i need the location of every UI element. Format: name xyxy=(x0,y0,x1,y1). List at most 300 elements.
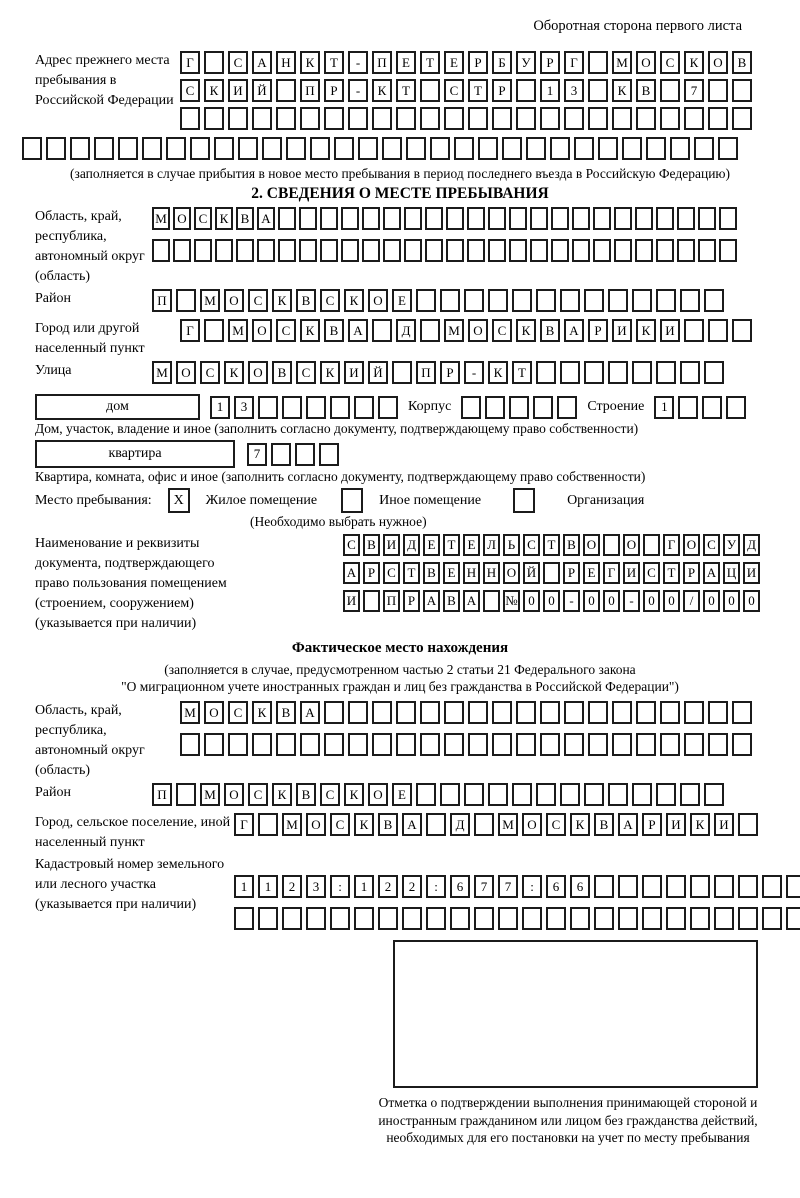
char-cell[interactable] xyxy=(608,361,628,384)
char-cell[interactable] xyxy=(396,733,416,756)
char-cell[interactable]: С xyxy=(200,361,220,384)
char-cell[interactable] xyxy=(509,207,527,230)
char-cell[interactable]: П xyxy=(372,51,392,74)
char-cell[interactable] xyxy=(382,137,402,160)
char-cell[interactable] xyxy=(530,207,548,230)
char-cell[interactable]: В xyxy=(272,361,292,384)
char-cell[interactable] xyxy=(660,79,680,102)
char-cell[interactable] xyxy=(588,701,608,724)
char-cell[interactable]: К xyxy=(320,361,340,384)
char-cell[interactable] xyxy=(310,137,330,160)
char-cell[interactable] xyxy=(372,319,392,342)
char-cell[interactable]: С xyxy=(444,79,464,102)
char-cell[interactable] xyxy=(678,396,698,419)
char-cell[interactable] xyxy=(300,733,320,756)
char-cell[interactable]: 6 xyxy=(570,875,590,898)
char-cell[interactable]: А xyxy=(402,813,422,836)
char-cell[interactable]: П xyxy=(152,783,172,806)
char-cell[interactable] xyxy=(488,207,506,230)
char-cell[interactable] xyxy=(546,907,566,930)
char-cell[interactable] xyxy=(454,137,474,160)
char-cell[interactable]: 1 xyxy=(210,396,230,419)
char-cell[interactable]: Р xyxy=(563,562,580,584)
char-cell[interactable]: К xyxy=(516,319,536,342)
char-cell[interactable] xyxy=(690,875,710,898)
char-cell[interactable]: С xyxy=(180,79,200,102)
char-cell[interactable] xyxy=(677,207,695,230)
char-cell[interactable] xyxy=(204,107,224,130)
char-cell[interactable] xyxy=(708,733,728,756)
char-cell[interactable]: Г xyxy=(603,562,620,584)
char-cell[interactable]: - xyxy=(348,51,368,74)
char-cell[interactable]: Е xyxy=(396,51,416,74)
char-cell[interactable]: С xyxy=(330,813,350,836)
char-cell[interactable]: В xyxy=(563,534,580,556)
char-cell[interactable]: К xyxy=(300,319,320,342)
char-cell[interactable]: К xyxy=(372,79,392,102)
char-cell[interactable] xyxy=(622,137,642,160)
char-cell[interactable] xyxy=(608,289,628,312)
char-cell[interactable] xyxy=(608,783,628,806)
char-cell[interactable]: Е xyxy=(444,51,464,74)
char-cell[interactable] xyxy=(152,239,170,262)
char-cell[interactable] xyxy=(404,239,422,262)
char-cell[interactable]: Н xyxy=(276,51,296,74)
char-cell[interactable]: В xyxy=(423,562,440,584)
char-cell[interactable] xyxy=(512,783,532,806)
char-cell[interactable]: И xyxy=(623,562,640,584)
char-cell[interactable] xyxy=(786,875,800,898)
char-cell[interactable]: М xyxy=(200,289,220,312)
char-cell[interactable]: О xyxy=(636,51,656,74)
char-cell[interactable]: М xyxy=(282,813,302,836)
char-cell[interactable] xyxy=(560,783,580,806)
char-cell[interactable]: Т xyxy=(663,562,680,584)
char-cell[interactable]: Д xyxy=(403,534,420,556)
char-cell[interactable] xyxy=(540,733,560,756)
char-cell[interactable] xyxy=(618,875,638,898)
char-cell[interactable] xyxy=(467,239,485,262)
char-cell[interactable]: П xyxy=(152,289,172,312)
char-cell[interactable] xyxy=(204,733,224,756)
char-cell[interactable] xyxy=(762,875,782,898)
char-cell[interactable]: 0 xyxy=(703,590,720,612)
char-cell[interactable]: И xyxy=(383,534,400,556)
char-cell[interactable]: 0 xyxy=(743,590,760,612)
char-cell[interactable]: У xyxy=(723,534,740,556)
char-cell[interactable] xyxy=(738,813,758,836)
char-cell[interactable] xyxy=(708,701,728,724)
char-cell[interactable] xyxy=(560,361,580,384)
char-cell[interactable] xyxy=(468,107,488,130)
char-cell[interactable]: Й xyxy=(368,361,388,384)
char-cell[interactable] xyxy=(180,107,200,130)
char-cell[interactable]: М xyxy=(152,361,172,384)
char-cell[interactable] xyxy=(330,396,350,419)
char-cell[interactable] xyxy=(593,239,611,262)
char-cell[interactable]: О xyxy=(583,534,600,556)
char-cell[interactable]: О xyxy=(306,813,326,836)
char-cell[interactable] xyxy=(425,207,443,230)
char-cell[interactable] xyxy=(732,733,752,756)
char-cell[interactable]: С xyxy=(228,51,248,74)
char-cell[interactable]: С xyxy=(320,289,340,312)
char-cell[interactable] xyxy=(372,733,392,756)
char-cell[interactable]: В xyxy=(443,590,460,612)
char-cell[interactable]: Р xyxy=(363,562,380,584)
char-cell[interactable] xyxy=(738,907,758,930)
char-cell[interactable]: И xyxy=(714,813,734,836)
char-cell[interactable]: М xyxy=(498,813,518,836)
char-cell[interactable]: Р xyxy=(324,79,344,102)
char-cell[interactable]: М xyxy=(444,319,464,342)
char-cell[interactable] xyxy=(708,319,728,342)
char-cell[interactable] xyxy=(666,875,686,898)
char-cell[interactable]: К xyxy=(690,813,710,836)
char-cell[interactable]: П xyxy=(416,361,436,384)
char-cell[interactable] xyxy=(564,107,584,130)
char-cell[interactable]: Р xyxy=(683,562,700,584)
char-cell[interactable] xyxy=(252,107,272,130)
char-cell[interactable] xyxy=(564,701,584,724)
char-cell[interactable]: И xyxy=(666,813,686,836)
char-cell[interactable] xyxy=(526,137,546,160)
char-cell[interactable] xyxy=(516,79,536,102)
char-cell[interactable] xyxy=(252,733,272,756)
char-cell[interactable] xyxy=(656,783,676,806)
char-cell[interactable]: 1 xyxy=(354,875,374,898)
char-cell[interactable] xyxy=(588,733,608,756)
char-cell[interactable]: - xyxy=(623,590,640,612)
char-cell[interactable]: Р xyxy=(440,361,460,384)
char-cell[interactable]: 3 xyxy=(564,79,584,102)
char-cell[interactable] xyxy=(719,207,737,230)
char-cell[interactable] xyxy=(516,701,536,724)
char-cell[interactable]: С xyxy=(320,783,340,806)
char-cell[interactable]: К xyxy=(612,79,632,102)
char-cell[interactable] xyxy=(46,137,66,160)
char-cell[interactable]: О xyxy=(248,361,268,384)
char-cell[interactable] xyxy=(444,733,464,756)
char-cell[interactable] xyxy=(516,733,536,756)
char-cell[interactable] xyxy=(234,907,254,930)
char-cell[interactable]: Р xyxy=(468,51,488,74)
char-cell[interactable] xyxy=(430,137,450,160)
char-cell[interactable] xyxy=(708,107,728,130)
char-cell[interactable] xyxy=(258,396,278,419)
stay-type-checkbox-org[interactable] xyxy=(513,488,535,513)
char-cell[interactable] xyxy=(684,701,704,724)
char-cell[interactable] xyxy=(236,239,254,262)
char-cell[interactable] xyxy=(732,107,752,130)
char-cell[interactable]: Т xyxy=(324,51,344,74)
char-cell[interactable] xyxy=(572,207,590,230)
char-cell[interactable] xyxy=(467,207,485,230)
char-cell[interactable] xyxy=(204,319,224,342)
char-cell[interactable] xyxy=(468,733,488,756)
char-cell[interactable] xyxy=(704,289,724,312)
char-cell[interactable]: Д xyxy=(450,813,470,836)
char-cell[interactable] xyxy=(348,701,368,724)
char-cell[interactable] xyxy=(612,701,632,724)
char-cell[interactable]: 0 xyxy=(643,590,660,612)
char-cell[interactable]: В xyxy=(363,534,380,556)
char-cell[interactable]: С xyxy=(546,813,566,836)
char-cell[interactable] xyxy=(636,701,656,724)
char-cell[interactable]: К xyxy=(252,701,272,724)
char-cell[interactable] xyxy=(643,534,660,556)
char-cell[interactable] xyxy=(656,289,676,312)
char-cell[interactable]: В xyxy=(324,319,344,342)
char-cell[interactable]: Л xyxy=(483,534,500,556)
char-cell[interactable]: О xyxy=(368,783,388,806)
char-cell[interactable]: В xyxy=(732,51,752,74)
char-cell[interactable]: М xyxy=(200,783,220,806)
char-cell[interactable] xyxy=(362,239,380,262)
char-cell[interactable] xyxy=(278,207,296,230)
char-cell[interactable]: 0 xyxy=(523,590,540,612)
char-cell[interactable]: В xyxy=(378,813,398,836)
char-cell[interactable]: - xyxy=(348,79,368,102)
char-cell[interactable] xyxy=(560,289,580,312)
char-cell[interactable]: 0 xyxy=(603,590,620,612)
char-cell[interactable]: К xyxy=(684,51,704,74)
char-cell[interactable]: Г xyxy=(180,319,200,342)
char-cell[interactable] xyxy=(594,875,614,898)
char-cell[interactable] xyxy=(176,783,196,806)
char-cell[interactable] xyxy=(204,51,224,74)
char-cell[interactable] xyxy=(492,107,512,130)
char-cell[interactable] xyxy=(732,701,752,724)
char-cell[interactable]: К xyxy=(272,783,292,806)
stay-type-checkbox-inoe[interactable] xyxy=(341,488,363,513)
char-cell[interactable]: 1 xyxy=(258,875,278,898)
char-cell[interactable] xyxy=(420,319,440,342)
char-cell[interactable]: 7 xyxy=(498,875,518,898)
char-cell[interactable] xyxy=(319,443,339,466)
char-cell[interactable] xyxy=(461,396,481,419)
char-cell[interactable] xyxy=(348,733,368,756)
char-cell[interactable]: 7 xyxy=(474,875,494,898)
char-cell[interactable] xyxy=(238,137,258,160)
char-cell[interactable] xyxy=(632,361,652,384)
char-cell[interactable] xyxy=(354,396,374,419)
char-cell[interactable] xyxy=(694,137,714,160)
char-cell[interactable]: 0 xyxy=(583,590,600,612)
char-cell[interactable]: С xyxy=(660,51,680,74)
char-cell[interactable]: Ц xyxy=(723,562,740,584)
char-cell[interactable] xyxy=(708,79,728,102)
char-cell[interactable] xyxy=(228,733,248,756)
stay-type-checkbox-zhiloe[interactable]: X xyxy=(168,488,190,513)
char-cell[interactable] xyxy=(70,137,90,160)
char-cell[interactable]: С xyxy=(703,534,720,556)
char-cell[interactable] xyxy=(320,239,338,262)
char-cell[interactable] xyxy=(635,207,653,230)
char-cell[interactable] xyxy=(378,907,398,930)
char-cell[interactable] xyxy=(320,207,338,230)
char-cell[interactable] xyxy=(698,239,716,262)
char-cell[interactable] xyxy=(420,733,440,756)
char-cell[interactable]: О xyxy=(522,813,542,836)
char-cell[interactable] xyxy=(474,907,494,930)
char-cell[interactable] xyxy=(536,361,556,384)
char-cell[interactable]: С xyxy=(643,562,660,584)
char-cell[interactable] xyxy=(684,107,704,130)
char-cell[interactable]: 7 xyxy=(684,79,704,102)
char-cell[interactable]: Д xyxy=(396,319,416,342)
char-cell[interactable]: В xyxy=(236,207,254,230)
char-cell[interactable]: И xyxy=(228,79,248,102)
char-cell[interactable]: С xyxy=(248,783,268,806)
char-cell[interactable] xyxy=(488,239,506,262)
char-cell[interactable]: И xyxy=(743,562,760,584)
char-cell[interactable]: С xyxy=(343,534,360,556)
char-cell[interactable] xyxy=(425,239,443,262)
char-cell[interactable] xyxy=(271,443,291,466)
char-cell[interactable] xyxy=(440,289,460,312)
char-cell[interactable]: Т xyxy=(468,79,488,102)
char-cell[interactable] xyxy=(540,107,560,130)
char-cell[interactable]: - xyxy=(563,590,580,612)
char-cell[interactable] xyxy=(348,107,368,130)
char-cell[interactable]: 1 xyxy=(540,79,560,102)
char-cell[interactable] xyxy=(635,239,653,262)
char-cell[interactable]: : xyxy=(426,875,446,898)
char-cell[interactable] xyxy=(444,701,464,724)
char-cell[interactable] xyxy=(614,207,632,230)
char-cell[interactable] xyxy=(354,907,374,930)
char-cell[interactable] xyxy=(680,289,700,312)
char-cell[interactable] xyxy=(324,107,344,130)
char-cell[interactable] xyxy=(570,907,590,930)
char-cell[interactable] xyxy=(677,239,695,262)
char-cell[interactable]: Ь xyxy=(503,534,520,556)
char-cell[interactable]: С xyxy=(383,562,400,584)
char-cell[interactable] xyxy=(557,396,577,419)
char-cell[interactable] xyxy=(522,907,542,930)
char-cell[interactable] xyxy=(392,361,412,384)
char-cell[interactable]: А xyxy=(618,813,638,836)
char-cell[interactable] xyxy=(670,137,690,160)
char-cell[interactable] xyxy=(262,137,282,160)
char-cell[interactable]: Т xyxy=(543,534,560,556)
char-cell[interactable]: Й xyxy=(523,562,540,584)
char-cell[interactable]: Н xyxy=(463,562,480,584)
char-cell[interactable] xyxy=(680,783,700,806)
char-cell[interactable] xyxy=(492,733,512,756)
char-cell[interactable]: Р xyxy=(492,79,512,102)
char-cell[interactable] xyxy=(498,907,518,930)
char-cell[interactable] xyxy=(574,137,594,160)
char-cell[interactable] xyxy=(446,207,464,230)
char-cell[interactable]: Е xyxy=(423,534,440,556)
char-cell[interactable] xyxy=(258,813,278,836)
char-cell[interactable]: В xyxy=(636,79,656,102)
char-cell[interactable] xyxy=(646,137,666,160)
char-cell[interactable] xyxy=(598,137,618,160)
char-cell[interactable] xyxy=(176,289,196,312)
char-cell[interactable] xyxy=(718,137,738,160)
char-cell[interactable]: : xyxy=(522,875,542,898)
char-cell[interactable] xyxy=(324,733,344,756)
char-cell[interactable] xyxy=(420,701,440,724)
char-cell[interactable] xyxy=(440,783,460,806)
char-cell[interactable]: № xyxy=(503,590,520,612)
char-cell[interactable] xyxy=(551,239,569,262)
char-cell[interactable] xyxy=(362,207,380,230)
char-cell[interactable] xyxy=(426,907,446,930)
char-cell[interactable] xyxy=(324,701,344,724)
char-cell[interactable]: Р xyxy=(403,590,420,612)
char-cell[interactable] xyxy=(383,239,401,262)
char-cell[interactable] xyxy=(564,733,584,756)
char-cell[interactable]: Т xyxy=(420,51,440,74)
char-cell[interactable] xyxy=(396,701,416,724)
char-cell[interactable] xyxy=(642,907,662,930)
char-cell[interactable] xyxy=(509,239,527,262)
char-cell[interactable] xyxy=(704,783,724,806)
char-cell[interactable] xyxy=(194,239,212,262)
char-cell[interactable]: - xyxy=(464,361,484,384)
char-cell[interactable] xyxy=(656,207,674,230)
char-cell[interactable]: 7 xyxy=(247,443,267,466)
char-cell[interactable] xyxy=(593,207,611,230)
char-cell[interactable] xyxy=(478,137,498,160)
char-cell[interactable] xyxy=(719,239,737,262)
char-cell[interactable] xyxy=(762,907,782,930)
char-cell[interactable]: 0 xyxy=(723,590,740,612)
char-cell[interactable] xyxy=(190,137,210,160)
char-cell[interactable] xyxy=(584,783,604,806)
char-cell[interactable]: А xyxy=(348,319,368,342)
char-cell[interactable] xyxy=(341,207,359,230)
char-cell[interactable] xyxy=(341,239,359,262)
char-cell[interactable]: Г xyxy=(564,51,584,74)
char-cell[interactable] xyxy=(173,239,191,262)
char-cell[interactable] xyxy=(502,137,522,160)
char-cell[interactable] xyxy=(299,207,317,230)
char-cell[interactable] xyxy=(636,107,656,130)
char-cell[interactable] xyxy=(276,79,296,102)
char-cell[interactable]: Р xyxy=(540,51,560,74)
char-cell[interactable] xyxy=(614,239,632,262)
char-cell[interactable] xyxy=(286,137,306,160)
char-cell[interactable] xyxy=(474,813,494,836)
char-cell[interactable]: Т xyxy=(443,534,460,556)
char-cell[interactable] xyxy=(278,239,296,262)
char-cell[interactable]: Г xyxy=(663,534,680,556)
char-cell[interactable]: А xyxy=(423,590,440,612)
char-cell[interactable] xyxy=(732,319,752,342)
char-cell[interactable]: А xyxy=(564,319,584,342)
char-cell[interactable] xyxy=(450,907,470,930)
char-cell[interactable] xyxy=(396,107,416,130)
char-cell[interactable]: О xyxy=(623,534,640,556)
char-cell[interactable]: В xyxy=(296,289,316,312)
char-cell[interactable] xyxy=(276,733,296,756)
char-cell[interactable]: Е xyxy=(392,783,412,806)
char-cell[interactable] xyxy=(550,137,570,160)
char-cell[interactable] xyxy=(690,907,710,930)
char-cell[interactable]: Й xyxy=(252,79,272,102)
char-cell[interactable] xyxy=(656,239,674,262)
char-cell[interactable]: Е xyxy=(392,289,412,312)
char-cell[interactable]: 3 xyxy=(306,875,326,898)
char-cell[interactable]: 2 xyxy=(282,875,302,898)
char-cell[interactable] xyxy=(383,207,401,230)
char-cell[interactable] xyxy=(257,239,275,262)
